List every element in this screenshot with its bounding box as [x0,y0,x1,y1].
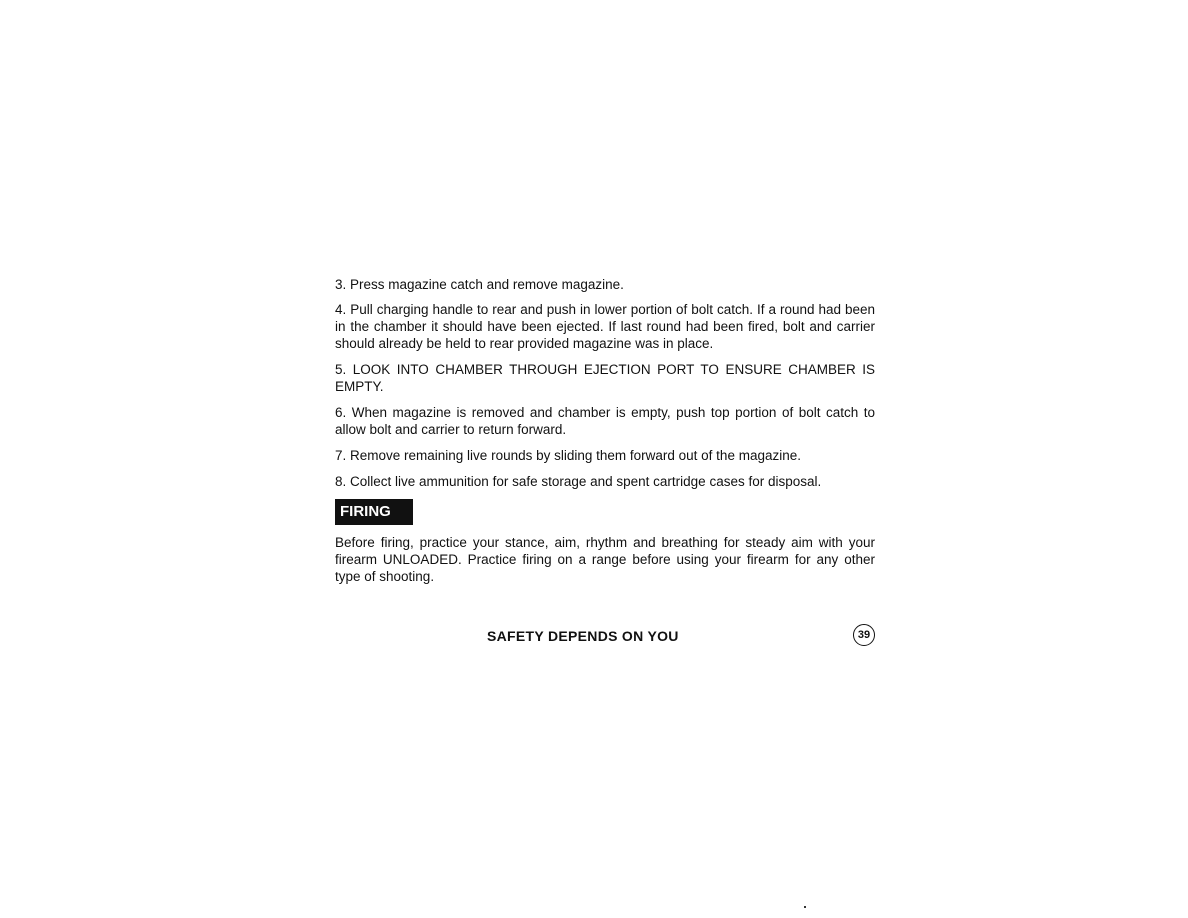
scan-speck [804,906,806,908]
step-6: 6. When magazine is removed and chamber is empty, push top portion of bolt catch to allow bolt and carrier to return forward. [335,405,875,437]
page-footer [335,624,875,648]
footer-title: SAFETY DEPENDS ON YOU [487,628,679,644]
firing-paragraph: Before firing, practice your stance, aim, rhythm and breathing for steady aim with your firearm UNLOADED. Practice firing on a range before using your firearm for any other type of shooting. [335,535,875,584]
section-heading-firing: FIRING [335,499,413,525]
step-7: 7. Remove remaining live rounds by sliding them forward out of the magazine. [335,448,801,463]
step-4: 4. Pull charging handle to rear and push in lower portion of bolt catch. If a round had been in the chamber it should have been ejected. If last round had been fired, bolt and carrier should already be held to rear provided magazine was in place. [335,302,875,351]
page-number-badge: 39 [853,624,875,646]
step-5: 5. LOOK INTO CHAMBER THROUGH EJECTION PORT TO ENSURE CHAMBER IS EMPTY. [335,362,875,394]
step-3: 3. Press magazine catch and remove magazine. [335,277,624,292]
manual-page-content [335,276,875,594]
step-8: 8. Collect live ammunition for safe storage and spent cartridge cases for disposal. [335,474,822,489]
